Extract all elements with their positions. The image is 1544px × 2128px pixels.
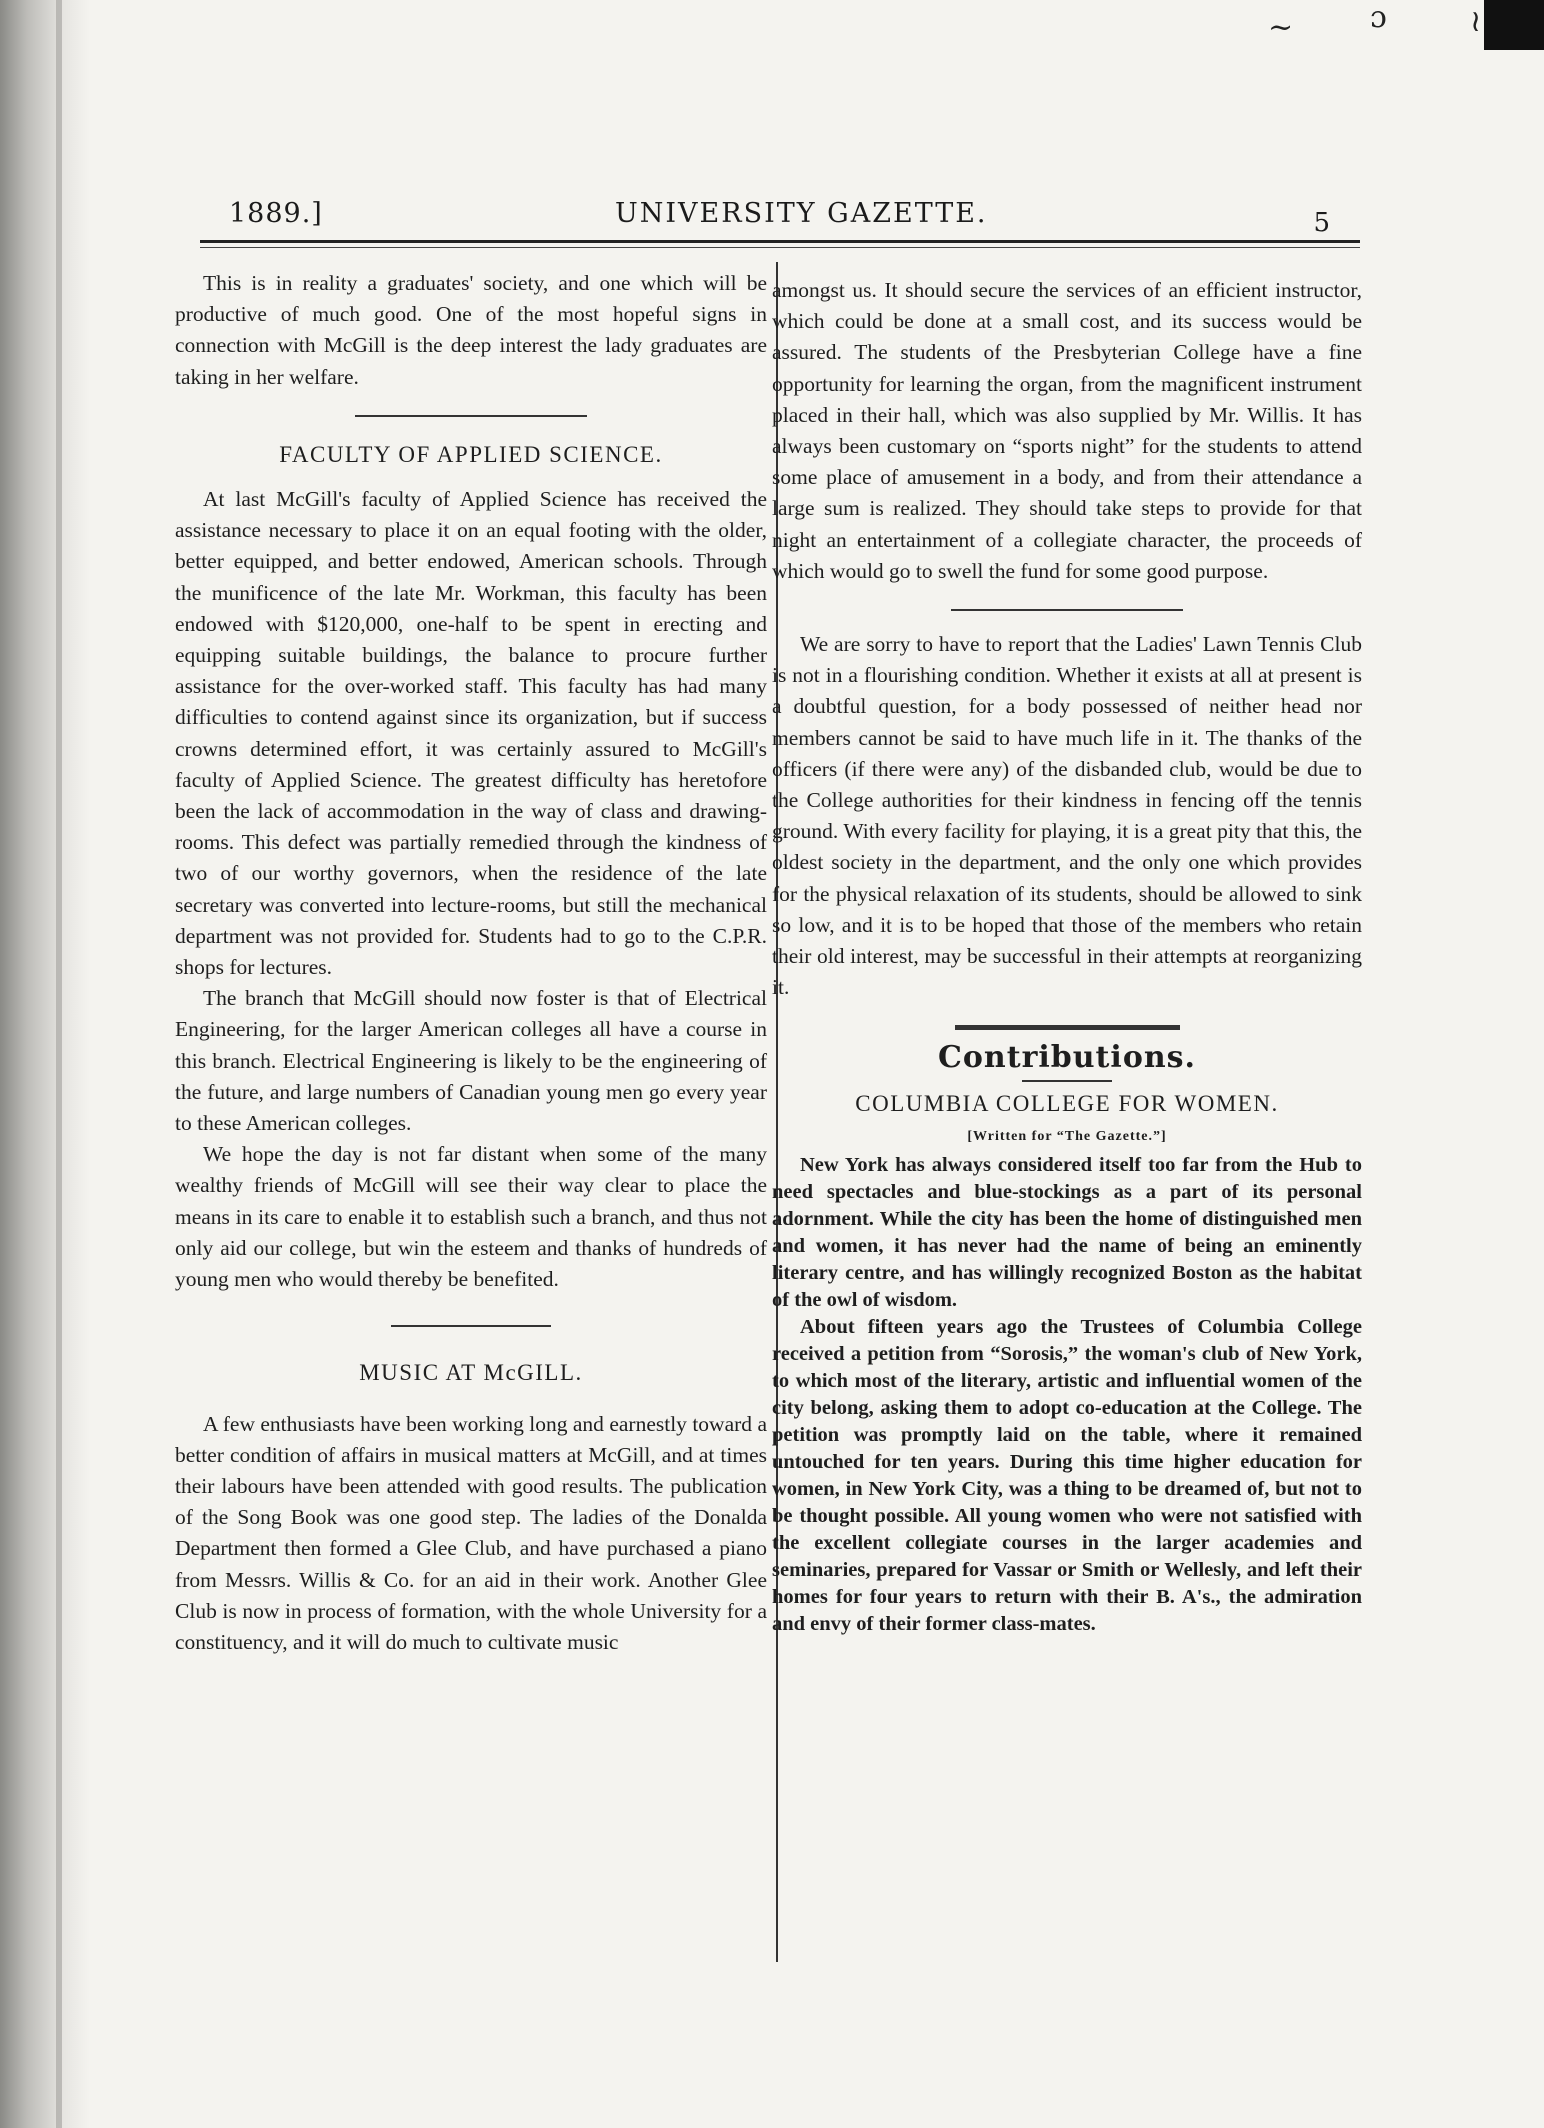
article-byline: [Written for “The Gazette.”] — [967, 1128, 1167, 1144]
section-title-music: MUSIC AT McGILL. — [359, 1360, 583, 1386]
section-divider — [391, 1325, 551, 1327]
left-column — [175, 268, 767, 1658]
section-divider — [951, 609, 1183, 611]
contributions-rule — [955, 1025, 1180, 1030]
intro-paragraph: This is in reality a graduates' society, and one which will be productive of much good. One of the most hopeful signs in connection with McGill is the deep interest the lady graduates are taking in her welfare. — [175, 271, 767, 389]
contributions-heading: Contributions. — [938, 1040, 1196, 1076]
section-divider — [355, 415, 587, 417]
scan-mark: ɔ — [1370, 0, 1387, 35]
binding-shadow — [0, 0, 90, 2128]
scan-mark: ~ — [1268, 10, 1294, 45]
binding-edge — [56, 0, 62, 2128]
applied-science-paragraph: We hope the day is not far distant when some of the many wealthy friends of McGill will see their way clear to place the means in its care to enable it to establish such a branch, and thus not only aid our college, but win the esteem and thanks of hundreds of young men who would thereby be benefited. — [175, 1142, 767, 1292]
music-continued-paragraph: amongst us. It should secure the services of an efficient instructor, which could be done at a small cost, and its success would be assured. The students of the Presbyterian College have a fine opportunity for learning the organ, from the magnificent instrument placed in their hall, which was also supplied by Mr. Willis. It has always been customary on “sports night” for the students to attend some place of amusement in a body, and from their attendance a large sum is realized. They should take steps to provide for that night an entertainment of a collegiate character, the proceeds of which would go to swell the fund for some good purpose. — [772, 278, 1362, 583]
right-column — [772, 275, 1362, 1638]
scan-corner-shadow — [1484, 0, 1544, 50]
applied-science-paragraph: At last McGill's faculty of Applied Science has received the assistance necessary to place it on an equal footing with the older, better equipped, and better endowed, American schools. Through the munificence of the late Mr. Workman, this faculty has been endowed with $120,000, one-half to be spent in erecting and equipping suitable buildings, the balance to procure further assistance for the over-worked staff. This faculty has had many difficulties to contend against since its organization, but if success crowns determined effort, it was certainly assured to McGill's faculty of Applied Science. The greatest difficulty has heretofore been the lack of accommodation in the way of class and drawing-rooms. This defect was partially remedied through the kindness of two of our worthy governors, when the residence of the late secretary was converted into lecture-rooms, but still the mechanical department was not provided for. Students had to go to the C.P.R. shops for lectures. — [175, 487, 767, 980]
article-title: COLUMBIA COLLEGE FOR WOMEN. — [855, 1090, 1279, 1116]
applied-science-paragraph: The branch that McGill should now foster is that of Electrical Engineering, for the larger American colleges all have a course in this branch. Electrical Engineering is likely to be the engineering of the future, and large numbers of Canadian young men go every year to these American colleges. — [175, 986, 767, 1136]
header-rule — [200, 240, 1360, 243]
article-paragraph: New York has always considered itself too far from the Hub to need spectacles and blue-stockings as a part of its personal adornment. While the city has been the home of distinguished men and women, it has never had the name of being an eminently literary centre, and has willingly recognized Boston as the habitat of the owl of wisdom. — [772, 1154, 1362, 1312]
contributions-underline — [1022, 1080, 1112, 1082]
header-year: 1889.] — [229, 198, 323, 229]
page-number: 5 — [1313, 208, 1330, 238]
header-rule-thin — [200, 247, 1360, 248]
section-title-applied-science: FACULTY OF APPLIED SCIENCE. — [279, 441, 663, 467]
tennis-paragraph: We are sorry to have to report that the Ladies' Lawn Tennis Club is not in a flourishing condition. Whether it exists at all at present is a doubtful question, for a body possessed of neither head nor members cannot be said to have much life in it. The thanks of the officers (if there were any) of the disbanded club, would be due to the College authorities for their kindness in fencing off the tennis ground. With every facility for playing, it is a great pity that this, the oldest society in the department, and the only one which provides for the physical relaxation of its students, should be allowed to sink so low, and it is to be hoped that those of the members who retain their old interest, may be successful in their attempts at reorganizing it. — [772, 632, 1362, 1000]
header-title: UNIVERSITY GAZETTE. — [615, 198, 988, 229]
scan-mark: ≀ — [1470, 4, 1482, 39]
music-paragraph: A few enthusiasts have been working long and earnestly toward a better condition of affairs in musical matters at McGill, and at times their labours have been attended with good results. The publication of the Song Book was one good step. The ladies of the Donalda Department then formed a Glee Club, and have purchased a piano from Messrs. Willis & Co. for an aid in their work. Another Glee Club is now in process of formation, with the whole University for a constituency, and it will do much to cultivate music — [175, 1411, 767, 1654]
article-paragraph: About fifteen years ago the Trustees of Columbia College received a petition from “Sorosis,” the woman's club of New York, to which most of the literary, artistic and influential women of the city belong, asking them to adopt co-education at the College. The petition was promptly laid on the table, where it remained untouched for ten years. During this time higher education for women, in New York City, was a thing to be dreamed of, but not to be thought possible. All young women who were not satisfied with the excellent collegiate courses in the larger academies and seminaries, prepared for Vassar or Smith or Wellesly, and left their homes for four years to return with their B. A's., the admiration and envy of their former class-mates. — [772, 1316, 1362, 1636]
